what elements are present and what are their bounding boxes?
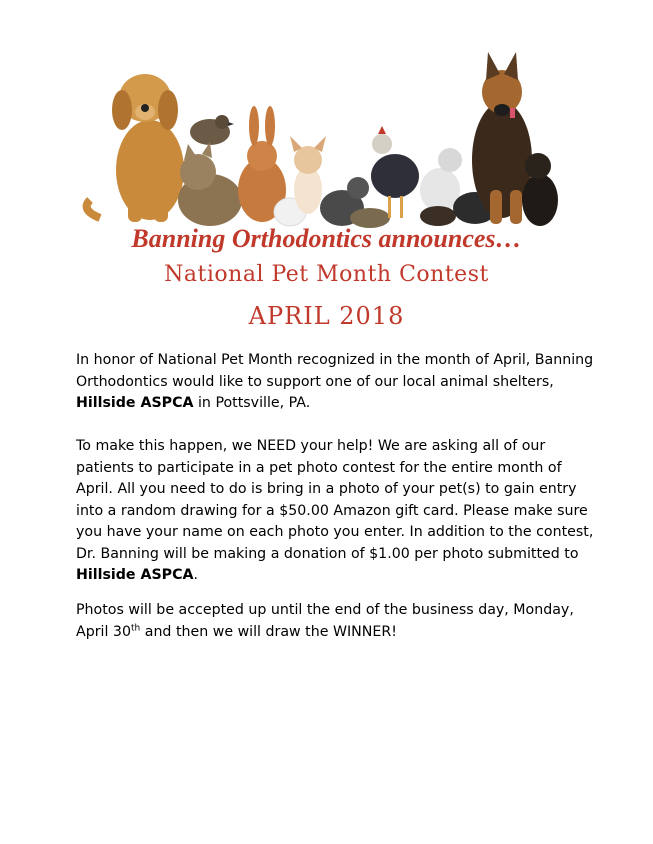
shelter-name: Hillside ASPCA — [76, 395, 194, 411]
headline-contest-title: National Pet Month Contest — [164, 262, 489, 287]
paragraph-contest-text-a: To make this happen, we NEED your help! We are asking all of our patients to participate in a pet photo contest for the entire month of April. All you need to do is bring in a photo of your pet(s) to gain entry into a random drawing for a $50.00 Amazon gift card. Please make sure you have your name on each photo you enter. In addition to the contest, Dr. Banning will be making a donation of $1.00 per photo submitted to — [76, 438, 594, 562]
paragraph-intro — [76, 350, 596, 415]
ordinal-suffix: th — [131, 622, 141, 633]
puppy-image — [522, 153, 558, 226]
paragraph-intro-text-a: In honor of National Pet Month recognized in the month of April, Banning Orthodontics would like to support one of our local animal shelters, — [76, 352, 594, 390]
shelter-name-2: Hillside ASPCA — [76, 567, 194, 583]
rooster-image — [371, 126, 419, 218]
guinea-pig-image — [420, 206, 456, 226]
paragraph-deadline-text-b: and then we will draw the WINNER! — [140, 623, 397, 640]
paragraph-intro-text-b: in Pottsville, PA. — [193, 395, 311, 411]
quail-image — [190, 115, 234, 145]
headline-date: APRIL 2018 — [248, 302, 405, 330]
headline-announces: Banning Orthodontics announces… — [131, 224, 522, 253]
paragraph-contest-details — [76, 436, 596, 587]
golden-retriever-image — [87, 74, 184, 222]
paragraph-contest-text-b: . — [193, 567, 198, 583]
pets-group-image — [70, 40, 560, 230]
paragraph-deadline-text-a: Photos will be accepted up until the end of the business day, Monday, April 30 — [76, 602, 574, 640]
tabby-cat-image — [178, 142, 242, 226]
paragraph-deadline — [76, 600, 596, 643]
